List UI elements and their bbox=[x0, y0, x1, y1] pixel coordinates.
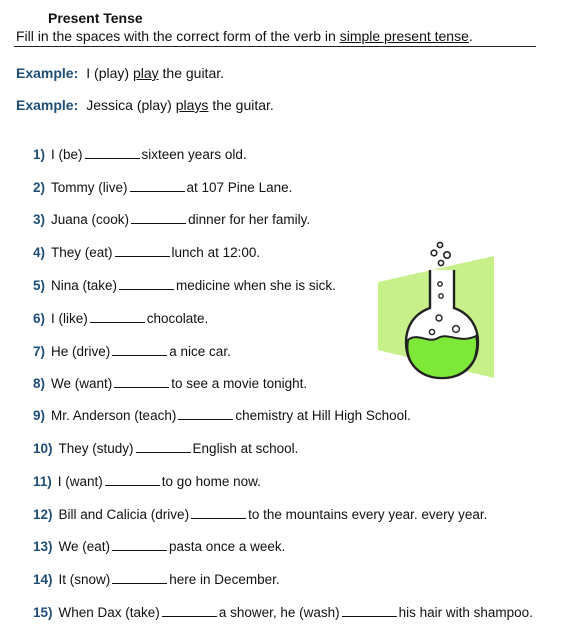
question-prefix: He (drive) bbox=[51, 344, 111, 359]
answer-blank[interactable] bbox=[115, 255, 170, 257]
question-suffix: dinner for her family. bbox=[188, 212, 311, 227]
question-8 bbox=[33, 376, 307, 391]
question-14 bbox=[33, 572, 280, 587]
example-label: Example: bbox=[16, 97, 79, 113]
question-suffix-2: his hair with shampoo. bbox=[398, 605, 533, 620]
question-number: 3) bbox=[33, 212, 46, 227]
question-number: 5) bbox=[33, 278, 46, 293]
question-number: 2) bbox=[33, 180, 46, 195]
bubble bbox=[437, 242, 442, 247]
flask-illustration bbox=[368, 232, 500, 384]
question-prefix: Tommy (live) bbox=[51, 180, 128, 195]
question-number: 15) bbox=[33, 605, 53, 620]
question-11 bbox=[33, 474, 261, 489]
question-number: 6) bbox=[33, 311, 46, 326]
bubble bbox=[431, 250, 437, 256]
answer-blank[interactable] bbox=[114, 386, 169, 388]
answer-blank[interactable] bbox=[112, 582, 167, 584]
question-prefix: They (eat) bbox=[51, 245, 113, 260]
bubble bbox=[438, 260, 443, 265]
question-prefix: We (want) bbox=[51, 376, 113, 391]
question-prefix: We (eat) bbox=[58, 539, 111, 554]
answer-blank[interactable] bbox=[85, 157, 140, 159]
instructions-underlined: simple present tense bbox=[339, 28, 469, 44]
question-number: 11) bbox=[33, 474, 52, 489]
question-number: 13) bbox=[33, 539, 53, 554]
question-suffix: to the mountains every year. every year. bbox=[248, 507, 488, 522]
example-prefix: I (play) bbox=[86, 65, 130, 81]
question-suffix: sixteen years old. bbox=[141, 147, 247, 162]
question-suffix: to see a movie tonight. bbox=[171, 376, 308, 391]
answer-blank[interactable] bbox=[119, 288, 174, 290]
example-2 bbox=[16, 97, 274, 113]
question-7 bbox=[33, 344, 231, 359]
answer-blank[interactable] bbox=[112, 354, 167, 356]
question-number: 14) bbox=[33, 572, 53, 587]
question-2 bbox=[33, 180, 292, 195]
question-prefix: Juana (cook) bbox=[51, 212, 130, 227]
question-5 bbox=[33, 278, 336, 293]
question-suffix: medicine when she is sick. bbox=[176, 278, 336, 293]
answer-blank[interactable] bbox=[131, 222, 186, 224]
question-prefix: I (be) bbox=[51, 147, 83, 162]
question-number: 1) bbox=[33, 147, 46, 162]
question-prefix: They (study) bbox=[58, 441, 134, 456]
example-suffix: the guitar. bbox=[162, 65, 225, 81]
question-suffix: to go home now. bbox=[161, 474, 261, 489]
question-prefix: I (like) bbox=[51, 311, 88, 326]
question-prefix: Nina (take) bbox=[51, 278, 118, 293]
question-number: 4) bbox=[33, 245, 46, 260]
question-9 bbox=[33, 408, 411, 423]
question-number: 12) bbox=[33, 507, 53, 522]
question-number: 10) bbox=[33, 441, 53, 456]
question-4 bbox=[33, 245, 260, 260]
question-1 bbox=[33, 147, 247, 162]
example-label: Example: bbox=[16, 65, 79, 81]
example-suffix: the guitar. bbox=[212, 97, 274, 113]
worksheet-title: Present Tense bbox=[48, 10, 143, 26]
question-suffix: chemistry at Hill High School. bbox=[235, 408, 411, 423]
question-12 bbox=[33, 507, 487, 522]
answer-blank[interactable] bbox=[112, 549, 167, 551]
answer-blank[interactable] bbox=[191, 517, 246, 519]
question-prefix: It (snow) bbox=[58, 572, 111, 587]
question-suffix: lunch at 12:00. bbox=[171, 245, 261, 260]
example-answer: plays bbox=[175, 97, 209, 113]
header-divider bbox=[14, 46, 536, 47]
question-prefix: Bill and Calicia (drive) bbox=[58, 507, 190, 522]
answer-blank[interactable] bbox=[342, 615, 397, 617]
question-suffix: at 107 Pine Lane. bbox=[186, 180, 293, 195]
example-1 bbox=[16, 65, 224, 81]
answer-blank[interactable] bbox=[136, 451, 191, 453]
question-prefix: When Dax (take) bbox=[58, 605, 160, 620]
question-suffix: here in December. bbox=[169, 572, 280, 587]
answer-blank[interactable] bbox=[130, 190, 185, 192]
question-suffix: chocolate. bbox=[146, 311, 209, 326]
question-10 bbox=[33, 441, 298, 456]
question-3 bbox=[33, 212, 310, 227]
question-number: 7) bbox=[33, 344, 46, 359]
question-suffix: a nice car. bbox=[169, 344, 231, 359]
answer-blank[interactable] bbox=[178, 418, 233, 420]
question-6 bbox=[33, 311, 208, 326]
answer-blank[interactable] bbox=[162, 615, 217, 617]
answer-blank[interactable] bbox=[90, 321, 145, 323]
question-15 bbox=[33, 605, 533, 620]
instructions-end: . bbox=[468, 28, 473, 44]
bubble bbox=[444, 252, 450, 258]
instructions-text: Fill in the spaces with the correct form of the verb in bbox=[16, 28, 340, 44]
question-suffix: English at school. bbox=[192, 441, 299, 456]
question-number: 9) bbox=[33, 408, 46, 423]
question-prefix: I (want) bbox=[57, 474, 103, 489]
question-suffix: pasta once a week. bbox=[169, 539, 286, 554]
question-number: 8) bbox=[33, 376, 46, 391]
answer-blank[interactable] bbox=[105, 484, 160, 486]
instructions bbox=[16, 28, 473, 44]
question-13 bbox=[33, 539, 285, 554]
question-suffix: a shower, he (wash) bbox=[218, 605, 340, 620]
example-answer: play bbox=[132, 65, 159, 81]
question-prefix: Mr. Anderson (teach) bbox=[51, 408, 177, 423]
example-prefix: Jessica (play) bbox=[86, 97, 172, 113]
